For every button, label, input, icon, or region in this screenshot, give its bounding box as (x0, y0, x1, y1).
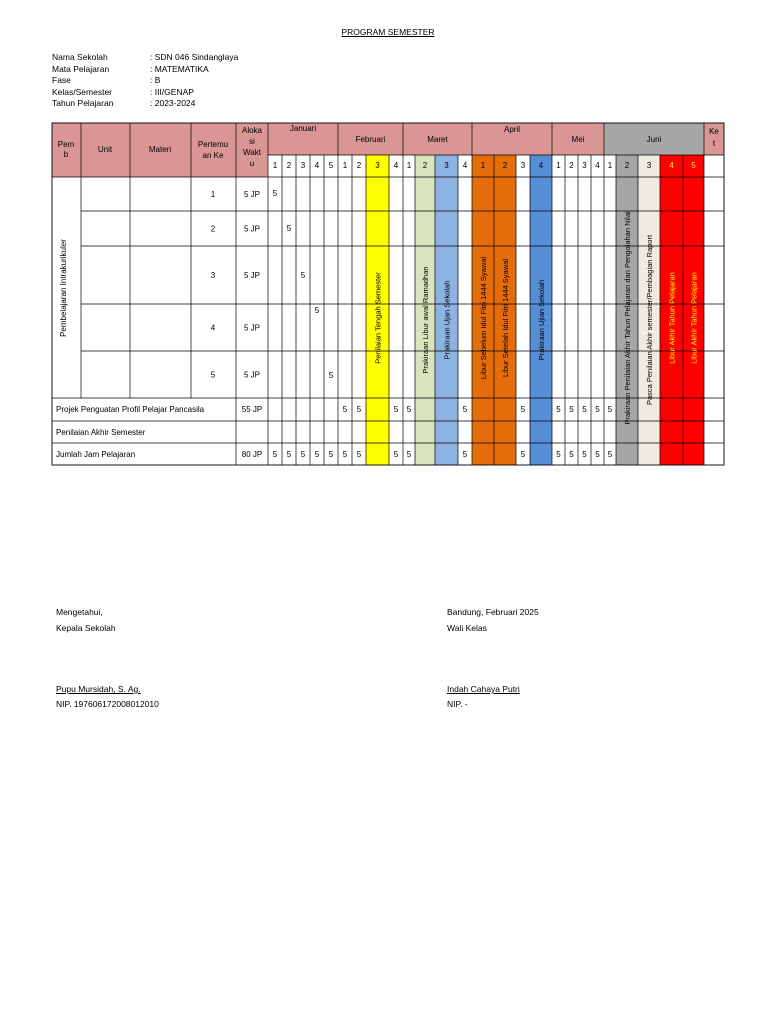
projek-cell-value: 5 (393, 405, 399, 414)
week-number: 2 (422, 161, 428, 170)
ket-header: Ke (709, 127, 719, 136)
meeting-cell-value: 5 (314, 306, 320, 315)
projek-cell-value: 5 (595, 405, 600, 414)
info-label: Kelas/Semester (52, 86, 112, 97)
info-label: Fase (52, 75, 71, 85)
jumlah-cell-value: 5 (582, 450, 587, 459)
projek-cell-value: 5 (582, 405, 587, 414)
week-number: 1 (556, 161, 561, 170)
meeting-number: 5 (210, 370, 216, 380)
jumlah-cell-value: 5 (314, 450, 320, 459)
month-header-3: April (503, 125, 521, 134)
meeting-number: 1 (210, 190, 216, 199)
pemb-header: Pem (57, 140, 75, 149)
meeting-cell-value: 5 (328, 371, 334, 380)
week-number: 3 (300, 161, 306, 170)
week-number: 3 (646, 161, 652, 170)
meeting-jp: 5 JP (243, 323, 261, 333)
special-label-jun2: Prakiraan Penilaian Akhir Tahun Pelajaran dan Pengolahan Nilai (623, 211, 632, 425)
special-label-mar3: Prakiraan Ujan Sekolah (442, 280, 452, 360)
jumlah-cell-value: 5 (569, 450, 574, 459)
pas-label: Penilaian Akhir Semester (56, 428, 146, 437)
page-title: PROGRAM SEMESTER (341, 27, 435, 37)
alokasi-header: Wakt (243, 148, 261, 157)
projek-cell-value: 5 (520, 405, 526, 414)
projek-label: Projek Penguatan Profil Pelajar Pancasila (56, 405, 205, 414)
info-label: Mata Pelajaran (52, 63, 110, 74)
month-header-4: Mei (571, 135, 585, 144)
meeting-cell-value: 5 (286, 224, 292, 233)
special-label-jun4: Libur Akhir Tahun Pelajaran (667, 272, 677, 364)
header-band (52, 123, 604, 155)
jumlah-cell-value: 5 (595, 450, 600, 459)
principal-nip: NIP. 197606172008012010 (56, 699, 159, 709)
jumlah-cell-value: 5 (393, 450, 399, 459)
info-label: Tahun Pelajaran (52, 98, 114, 108)
special-label-apr4: Prakiraan Ujian Sekolah (537, 279, 546, 361)
acknowledged-label: Mengetahui, (56, 607, 103, 617)
jumlah-cell-value: 5 (406, 450, 412, 459)
week-number: 1 (272, 161, 278, 170)
semester-program-table (0, 0, 768, 470)
materi-header: Materi (148, 145, 172, 154)
projek-cell-value: 5 (607, 405, 613, 414)
principal-name: Pupu Mursidah, S. Ag. (56, 684, 141, 694)
row-group-label: Pembelajaran Intrakurikuler (59, 239, 68, 337)
jumlah-cell-value: 5 (272, 450, 278, 459)
meeting-cell-value: 5 (272, 189, 278, 198)
alokasi-header: Aloka (241, 126, 263, 135)
principal-title: Kepala Sekolah (56, 623, 116, 633)
week-number: 5 (328, 161, 334, 170)
jumlah-cell-value: 5 (556, 450, 561, 459)
signature-right (447, 607, 539, 710)
info-value: : SDN 046 Sindanglaya (150, 52, 239, 62)
projek-cell-value: 5 (462, 405, 468, 414)
week-number: 4 (314, 161, 320, 170)
header-band (52, 155, 268, 177)
pertemuan-header: Pertemu (197, 140, 229, 149)
week-number: 4 (595, 161, 600, 170)
week-number: 4 (462, 161, 468, 170)
meeting-jp: 5 JP (243, 190, 261, 199)
week-number: 1 (607, 161, 613, 170)
meeting-number: 3 (210, 271, 216, 280)
week-number: 2 (502, 161, 508, 170)
projek-cell-value: 5 (342, 405, 348, 414)
special-label-feb3: Penilaian Tengah Semester (373, 272, 383, 364)
pemb-header: b (63, 150, 69, 159)
meeting-number: 4 (210, 323, 216, 333)
month-header-2: Maret (427, 135, 448, 144)
week-number: 3 (444, 161, 449, 170)
special-label-apr1: Libur Sebelum Idul Fitri 1444 Syawal (479, 256, 488, 380)
week-number: 2 (286, 161, 292, 170)
special-label-jun5: Libur Akhir Tahun Pelajaran (689, 272, 699, 364)
month-header-1: Februari (355, 135, 386, 144)
alokasi-header: u (249, 159, 255, 168)
meeting-jp: 5 JP (243, 224, 261, 234)
projek-cell-value: 5 (356, 405, 362, 414)
week-number: 2 (624, 161, 630, 170)
month-header-0: Januari (289, 124, 317, 133)
week-number: 3 (582, 161, 587, 170)
jumlah-cell-value: 5 (520, 450, 526, 459)
projek-jp: 55 JP (241, 405, 263, 414)
week-number: 2 (356, 161, 362, 170)
projek-cell-value: 5 (406, 405, 412, 414)
meeting-jp: 5 JP (243, 370, 261, 380)
special-label-jun3: Pasca Penilaian Akhir semester/Pembagian Raport (645, 234, 654, 406)
info-label: Nama Sekolah (52, 52, 108, 62)
week-number: 5 (691, 161, 696, 170)
meeting-jp: 5 JP (243, 271, 261, 280)
week-number: 3 (375, 161, 380, 170)
info-value: : MATEMATIKA (150, 63, 209, 74)
meeting-number: 2 (210, 224, 216, 234)
jumlah-cell-value: 5 (462, 450, 468, 459)
week-number: 1 (406, 161, 412, 170)
signature-left (56, 607, 159, 710)
week-number: 1 (480, 161, 486, 170)
place-date: Bandung, Februari 2025 (447, 607, 539, 617)
week-number: 3 (520, 161, 526, 170)
jumlah-cell-value: 5 (607, 450, 613, 459)
jumlah-cell-value: 5 (286, 450, 292, 459)
pertemuan-header: an Ke (202, 151, 224, 160)
homeroom-nip: NIP. - (447, 699, 468, 709)
jumlah-jp: 80 JP (241, 450, 263, 459)
week-number: 4 (538, 161, 544, 170)
projek-cell-value: 5 (569, 405, 574, 414)
week-number: 4 (669, 161, 674, 170)
info-value: : III/GENAP (150, 86, 194, 97)
jumlah-cell-value: 5 (328, 450, 334, 459)
jumlah-cell-value: 5 (356, 450, 362, 459)
meeting-cell-value: 5 (300, 271, 306, 280)
month-header-5: Juni (646, 135, 662, 144)
jumlah-cell-value: 5 (300, 450, 306, 459)
info-value: : 2023-2024 (150, 98, 196, 108)
special-label-mar2: Prakiraan Libur awal Ramadhan (421, 266, 430, 374)
unit-header: Unit (97, 145, 113, 154)
ket-header: t (712, 139, 716, 148)
week-number: 1 (342, 161, 348, 170)
projek-cell-value: 5 (556, 405, 561, 414)
special-label-apr2: Libur Setelah Idul Fitri 1444 Syawal (501, 259, 510, 377)
week-number: 4 (393, 161, 399, 170)
jumlah-cell-value: 5 (342, 450, 348, 459)
week-number: 2 (569, 161, 574, 170)
homeroom-name: Indah Cahaya Putri (447, 684, 520, 694)
alokasi-header: si (249, 137, 255, 146)
info-value: : B (150, 75, 161, 85)
jumlah-label: Jumlah Jam Pelajaran (56, 450, 136, 459)
homeroom-title: Wali Kelas (447, 623, 487, 633)
